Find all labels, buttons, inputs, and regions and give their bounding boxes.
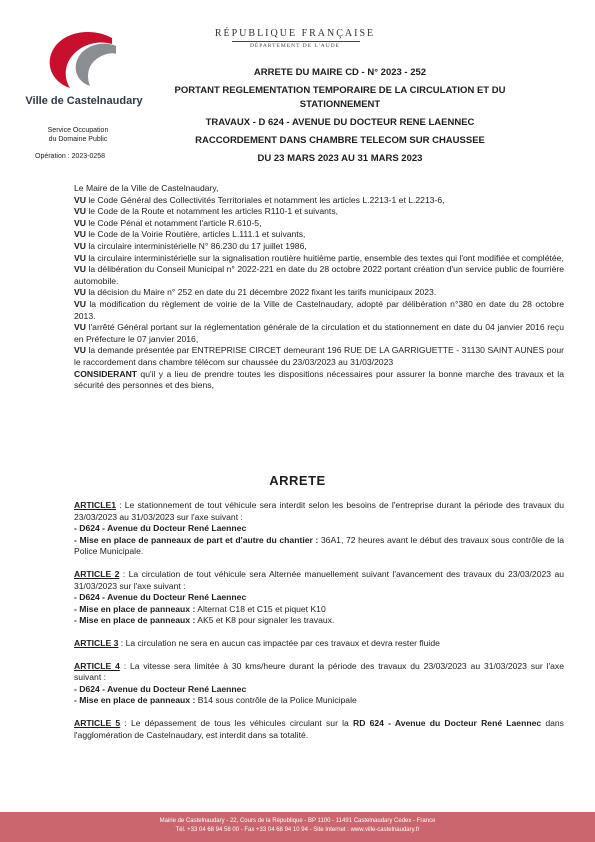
considerant-lead: CONSIDERANT <box>74 368 138 379</box>
article-road: RD 624 - Avenue du Docteur René Laennec <box>353 717 542 728</box>
preamble-item <box>74 195 564 207</box>
panels-label: - Mise en place de panneaux : <box>74 695 196 706</box>
preamble-text: la modification du règlement de voirie de la Ville de Castelnaudary, adopté par délibération n°380 en date du 28 octobre 2013. <box>74 298 564 321</box>
preamble-text: l'arrêté Général portant sur la réglementation générale de la circulation et du stationnement en date du 04 janvier 2016 reçu en Préfecture le 07 janvier 2016, <box>74 322 564 344</box>
header-divider <box>232 41 360 42</box>
period-line: DU 23 MARS 2023 AU 31 MARS 2023 <box>257 153 423 164</box>
article-text: : La vitesse sera limitée à 30 kms/heure durant la période des travaux du 23/03/2023 au 31/03/2023 sur l'axe suivant : <box>74 660 565 683</box>
preamble-lead: VU <box>74 240 86 251</box>
articles <box>74 500 564 752</box>
considerant-text: qu'il y a lieu de prendre toutes les dispositions nécessaires pour assurer la bonne marche des travaux et la sécurité des personnes et des biens, <box>74 368 564 391</box>
preamble-text: la circulaire interministérielle N° 86.230 du 17 juillet 1986, <box>85 240 307 251</box>
decree-title-block <box>150 66 530 166</box>
article-label: ARTICLE 3 <box>74 637 119 648</box>
preamble-item <box>74 253 564 265</box>
article-text: : La circulation de tout véhicule sera Alternée manuellement suivant l'avancement des travaux du 23/03/2023 au 31/03/2023 sur l'axe suivant : <box>74 568 564 591</box>
article-text: : Le dépassement de tous les véhicules circulant sur la <box>120 717 353 728</box>
article-4 <box>74 661 564 707</box>
panels-label: - Mise en place de panneaux : <box>74 603 196 614</box>
service-line1: Service Occupation <box>47 127 109 134</box>
article-road: - D624 - Avenue du Docteur René Laennec <box>74 683 247 694</box>
city-name: Ville de Castelnaudary <box>25 95 143 107</box>
service-label <box>28 126 128 144</box>
footer-address: Mairie de Castelnaudary - 22, Cours de la République - BP 1100 - 11491 Castelnaudary Cedex - France <box>159 818 436 824</box>
arrete-heading: ARRETE <box>269 473 326 488</box>
preamble-lead: VU <box>74 322 86 333</box>
service-line2: du Domaine Public <box>48 136 108 143</box>
preamble-text: la demande présentée par ENTREPRISE CIRCET demeurant 196 RUE DE LA GARRIGUETTE - 31130 SAINT AUNES pour le raccordement dans chambre télécom sur chaussée du 23/03/2023 au 31/03/2023 <box>74 345 564 367</box>
considerant-item <box>74 369 564 392</box>
operation-number: Opération : 2023-0258 <box>35 153 106 160</box>
article-2 <box>74 569 564 627</box>
portant-line2: STATIONNEMENT <box>299 99 381 110</box>
preamble-lead: VU <box>74 345 86 356</box>
logo-grey-arc <box>76 44 116 86</box>
arrete-number: ARRETE DU MAIRE CD - N° 2023 - 252 <box>253 67 427 78</box>
preamble-text: le Code de la Route et notamment les articles R110-1 et suivants, <box>85 206 339 217</box>
preamble-lead: VU <box>74 298 86 309</box>
article-label: ARTICLE1 <box>74 500 117 510</box>
preamble-item <box>74 322 564 345</box>
preamble-lead: VU <box>74 264 86 275</box>
article-label: ARTICLE 2 <box>74 568 120 579</box>
preamble-lead: VU <box>74 217 86 228</box>
preamble-lead: VU <box>74 287 86 298</box>
article-5 <box>74 718 564 741</box>
panels-text: B14 sous contrôle de la Police Municipale <box>195 695 357 706</box>
preamble <box>74 183 564 392</box>
panels-text: 36A1, 72 heures avant le début des travaux sous contrôle de la Police Municipale. <box>74 534 564 557</box>
panels-label: - Mise en place de panneaux de part et d'autre du chantier : <box>74 534 319 545</box>
preamble-item <box>74 229 564 241</box>
preamble-item <box>74 241 564 253</box>
article-label: ARTICLE 4 <box>74 660 120 671</box>
preamble-text: le Code Général des Collectivités Territoriales et notamment les articles L.2213-1 et L.2213-6, <box>85 194 445 205</box>
preamble-text: la circulaire interministérielle sur la signalisation routière huitième partie, ensemble des textes qui l'ont modifiée et complétée, <box>85 252 564 263</box>
panels-text: AK5 et K8 pour signaler les travaux. <box>195 615 335 626</box>
preamble-lead: VU <box>74 252 86 263</box>
article-3 <box>74 638 564 650</box>
article-text: : La circulation ne sera en aucun cas impactée par ces travaux et devra rester fluide <box>118 637 440 648</box>
preamble-text: la décision du Maire n° 252 en date du 21 décembre 2022 fixant les tarifs municipaux 2023. <box>85 287 437 298</box>
republique-francaise: RÉPUBLIQUE FRANÇAISE <box>214 28 376 39</box>
preamble-text: le Code Pénal et notamment l'article R.610-5, <box>85 217 262 228</box>
preamble-item <box>74 206 564 218</box>
article-1 <box>74 500 564 558</box>
raccordement-line: RACCORDEMENT DANS CHAMBRE TELECOM SUR CHAUSSEE <box>195 135 485 146</box>
preamble-item <box>74 345 564 368</box>
maire-line: Le Maire de la Ville de Castelnaudary, <box>74 183 219 193</box>
departement-label: DÉPARTEMENT DE L'AUDE <box>249 43 341 49</box>
preamble-item <box>74 264 564 287</box>
portant-line1: PORTANT REGLEMENTATION TEMPORAIRE DE LA CIRCULATION ET DU <box>174 85 506 96</box>
article-road: - D624 - Avenue du Docteur René Laennec <box>74 592 247 603</box>
preamble-item <box>74 299 564 322</box>
article-road: - D624 - Avenue du Docteur René Laennec <box>74 523 247 534</box>
article-label: ARTICLE 5 <box>74 717 121 728</box>
preamble-item <box>74 218 564 230</box>
preamble-lead: VU <box>74 194 86 205</box>
preamble-lead: VU <box>74 206 86 217</box>
preamble-lead: VU <box>74 229 86 240</box>
panels-text: Alternat C18 et C15 et piquet K10 <box>195 603 326 614</box>
preamble-text: le Code de la Voirie Routière, articles L.111.1 et suivants, <box>85 229 306 240</box>
footer-contact: Tél. +33 04 68 94 58 00 - Fax +33 04 68 94 10 94 - Site Internet : www.ville-castelnaudary.fr <box>175 826 420 833</box>
travaux-line: TRAVAUX - D 624 - AVENUE DU DOCTEUR RENE LAENNEC <box>205 117 475 128</box>
article-text: dans l'agglomération de Castelnaudary, est interdit dans sa totalité. <box>74 717 564 740</box>
article-text: : Le stationnement de tout véhicule sera interdit selon les besoins de l'entreprise durant la période des travaux du 23/03/2023 au 31/03/2023 sur l'axe suivant : <box>74 500 564 522</box>
footer <box>0 812 595 842</box>
panels-label: - Mise en place de panneaux : <box>74 615 196 626</box>
preamble-text: la délibération du Conseil Municipal n° 2022-221 en date du 28 octobre 2022 portant création d'un service public de fourrière automobile. <box>74 264 564 286</box>
preamble-item <box>74 287 564 299</box>
